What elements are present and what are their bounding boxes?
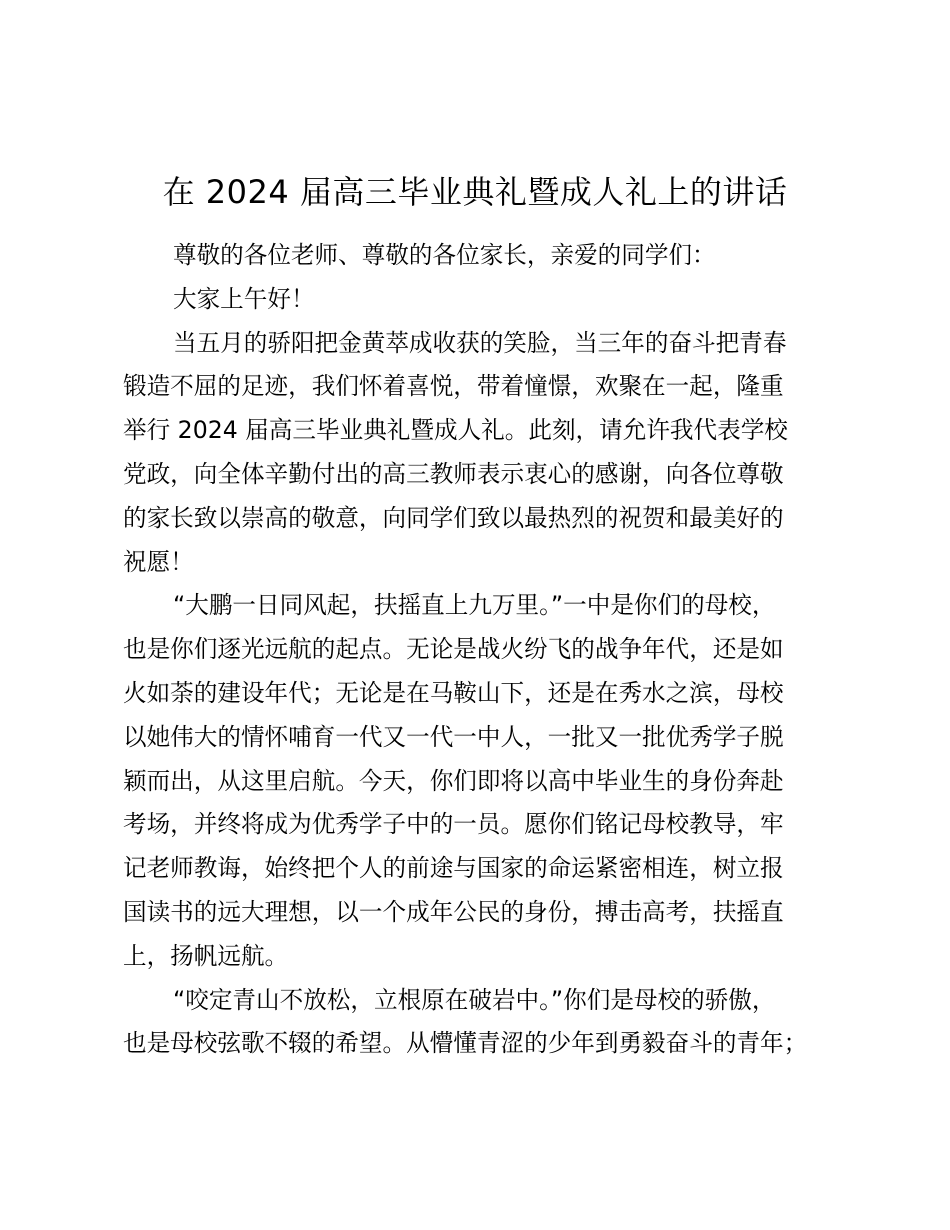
- document-body: [123, 234, 835, 1066]
- greeting: 大家上午好！: [173, 284, 315, 313]
- paragraph-line: 上，扬帆远航。: [123, 941, 289, 970]
- paragraph-line: 也是母校弦歌不辍的希望。从懵懂青涩的少年到勇毅奋斗的青年；: [123, 1029, 808, 1058]
- paragraph-line: 国读书的远大理想，以一个成年公民的身份，搏击高考，扶摇直: [123, 897, 784, 926]
- salutation: 尊敬的各位老师、尊敬的各位家长，亲爱的同学们：: [173, 241, 716, 269]
- paragraph-2: [123, 584, 835, 978]
- paragraph-3: [123, 979, 835, 1067]
- document-title: 在 2024 届高三毕业典礼暨成人礼上的讲话: [162, 173, 788, 211]
- paragraph-line: 的家长致以崇高的敬意，向同学们致以最热烈的祝贺和最美好的: [123, 503, 784, 532]
- paragraph-line: 考场，并终将成为优秀学子中的一员。愿你们铭记母校教导，牢: [123, 810, 784, 839]
- paragraph-line: 以她伟大的情怀哺育一代又一代一中人，一批又一批优秀学子脱: [123, 722, 784, 751]
- paragraph-line: 火如荼的建设年代；无论是在马鞍山下，还是在秀水之滨，母校: [123, 678, 784, 707]
- paragraph-line: “咬定青山不放松，立根原在破岩中。”你们是母校的骄傲，: [173, 985, 776, 1014]
- paragraph-line: 也是你们逐光远航的起点。无论是战火纷飞的战争年代，还是如: [123, 635, 784, 664]
- paragraph-line: 记老师教诲，始终把个人的前途与国家的命运紧密相连，树立报: [123, 854, 784, 883]
- paragraph-line: 锻造不屈的足迹，我们怀着喜悦，带着憧憬，欢聚在一起，隆重: [123, 372, 784, 401]
- paragraph-line: 颖而出，从这里启航。今天，你们即将以高中毕业生的身份奔赴: [123, 766, 784, 795]
- paragraph-line: 祝愿！: [123, 547, 194, 576]
- paragraph-line: 当五月的骄阳把金黄萃成收获的笑脸，当三年的奋斗把青春: [173, 328, 787, 357]
- paragraph-line: 党政，向全体辛勤付出的高三教师表示衷心的感谢，向各位尊敬: [123, 459, 784, 488]
- paragraph-1: [123, 322, 835, 585]
- paragraph-line: “大鹏一日同风起，扶摇直上九万里。”一中是你们的母校，: [173, 591, 776, 620]
- paragraph-line: 举行 2024 届高三毕业典礼暨成人礼。此刻，请允许我代表学校: [123, 416, 788, 445]
